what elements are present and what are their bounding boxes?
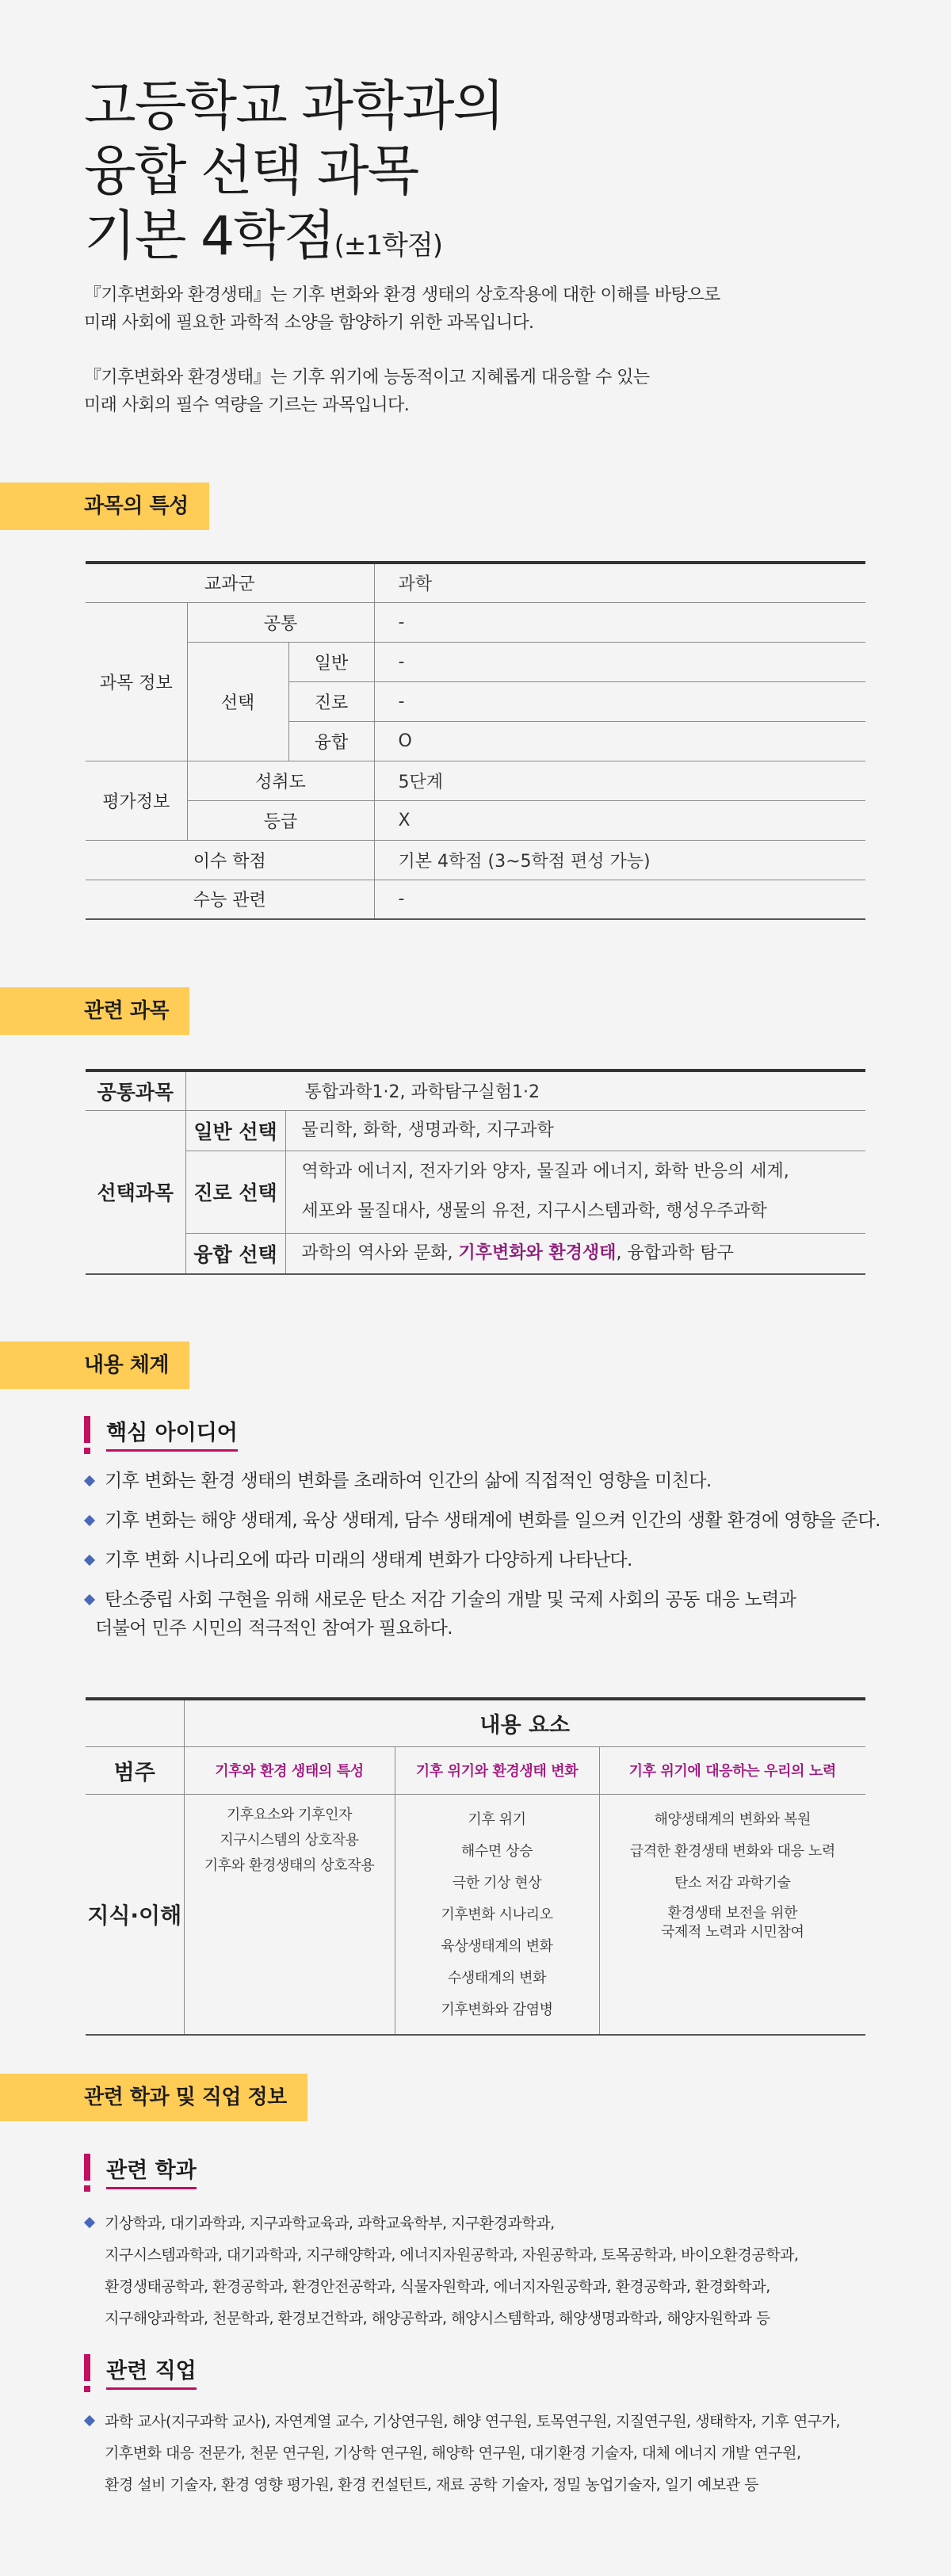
core-idea-heading: 핵심 아이디어 <box>84 1415 238 1452</box>
list-item: 탄소중립 사회 구현을 위해 새로운 탄소 저감 기술의 개발 및 국제 사회의 공동 대응 노력과 더불어 민주 시민의 적극적인 참여가 필요하다. <box>84 1586 924 1643</box>
content-cell: 해양생태계의 변화와 복원 급격한 환경생태 변화와 대응 노력 탄소 저감 과학기술 환경생태 보전을 위한 국제적 노력과 시민참여 <box>599 1794 865 2035</box>
list-item: 기후 변화는 해양 생태계, 육상 생태계, 담수 생태계에 변화를 일으켜 인간의 생활 환경에 영향을 준다. <box>84 1506 924 1535</box>
row-label: 지식·이해 <box>86 1794 184 2035</box>
intro-paragraph: 『기후변화와 환경생태』는 기후 위기에 능동적이고 지혜롭게 대응할 수 있는 미래 사회의 필수 역량을 기르는 과목입니다. <box>84 368 650 415</box>
page-title: 고등학교 과학과의 융합 선택 과목 기본 4학점(±1학점) <box>84 75 504 268</box>
intro-paragraph: 『기후변화와 환경생태』는 기후 변화와 환경 생태의 상호작용에 대한 이해를 바탕으로 미래 사회에 필요한 과학적 소양을 함양하기 위한 과목입니다. <box>84 285 720 333</box>
table-label: 등급 <box>187 800 374 840</box>
exclamation-icon <box>84 2154 90 2181</box>
table-label: 공통 <box>187 602 374 642</box>
section-tag-features: 과목의 특성 <box>0 483 209 530</box>
table-value: - <box>374 602 865 642</box>
highlight-course: 기후변화와 환경생태 <box>458 1242 617 1263</box>
section-tag-related: 관련 과목 <box>0 987 189 1035</box>
table-label: 수능 관련 <box>86 880 374 919</box>
departments-heading: 관련 학과 <box>84 2153 197 2189</box>
table-value: - <box>374 642 865 681</box>
exclamation-icon <box>84 2354 90 2381</box>
table-label: 진로 <box>288 681 374 721</box>
table-label: 융합 선택 <box>185 1233 285 1274</box>
section-tag-careers: 관련 학과 및 직업 정보 <box>0 2074 307 2121</box>
exclamation-icon <box>84 1416 90 1443</box>
credit-note: (±1학점) <box>334 230 442 261</box>
jobs-list <box>84 2406 924 2512</box>
table-header: 내용 요소 <box>184 1699 865 1746</box>
table-value: 기본 4학점 (3~5학점 편성 가능) <box>374 840 865 880</box>
table-label: 선택과목 <box>86 1110 185 1274</box>
content-elements-table <box>86 1697 865 2036</box>
table-value: 과학의 역사와 문화, 기후변화와 환경생태, 융합과학 탐구 <box>285 1233 865 1274</box>
table-label: 성취도 <box>187 761 374 800</box>
list-item: 기후 변화 시나리오에 따라 미래의 생태계 변화가 다양하게 나타난다. <box>84 1546 924 1574</box>
related-courses-table <box>86 1069 865 1275</box>
table-value: - <box>374 681 865 721</box>
table-value: 통합과학1·2, 과학탐구실험1·2 <box>185 1070 865 1110</box>
table-label: 융합 <box>288 721 374 761</box>
table-label: 교과군 <box>86 563 374 602</box>
table-label: 평가정보 <box>86 761 187 840</box>
table-label: 선택 <box>187 642 288 761</box>
table-value: X <box>374 800 865 840</box>
core-idea-list <box>84 1467 924 1654</box>
table-label: 진로 선택 <box>185 1151 285 1233</box>
jobs-heading: 관련 직업 <box>84 2353 197 2390</box>
table-label: 과목 정보 <box>86 602 187 761</box>
intro-text <box>84 281 877 419</box>
list-item: 과학 교사(지구과학 교사), 자연계열 교수, 기상연구원, 해양 연구원, 토목연구원, 지질연구원, 생태학자, 기후 연구가, 기후변화 대응 전문가, 천문 연구원, 기상학 연구원, 해양학 연구원, 대기환경 기술자, 대체 에너지 개발 연구원, 환경 설비 기술자, 환경 영향 평가원, 환경 컨설턴트, 재료 공학 기술자, 정밀 농업기술자, 일기 예보관 등 <box>84 2406 924 2501</box>
table-value: 물리학, 화학, 생명과학, 지구과학 <box>285 1110 865 1151</box>
features-table <box>86 561 865 920</box>
table-label: 공통과목 <box>86 1070 185 1110</box>
table-label: 일반 <box>288 642 374 681</box>
table-value: 5단계 <box>374 761 865 800</box>
table-label: 일반 선택 <box>185 1110 285 1151</box>
departments-list <box>84 2208 924 2345</box>
section-tag-content: 내용 체계 <box>0 1341 189 1389</box>
table-value: O <box>374 721 865 761</box>
content-cell: 기후요소와 기후인자 지구시스템의 상호작용 기후와 환경생태의 상호작용 <box>184 1794 395 2035</box>
table-header: 범주 <box>86 1746 184 1794</box>
table-label: 이수 학점 <box>86 840 374 880</box>
table-value: 역학과 에너지, 전자기와 양자, 물질과 에너지, 화학 반응의 세계, 세포와 물질대사, 생물의 유전, 지구시스템과학, 행성우주과학 <box>285 1151 865 1233</box>
hero <box>84 74 503 278</box>
list-item: 기상학과, 대기과학과, 지구과학교육과, 과학교육학부, 지구환경과학과, 지구시스템과학과, 대기과학과, 지구해양학과, 에너지자원공학과, 자원공학과, 토목공학과, 바이오환경공학과, 환경생태공학과, 환경공학과, 환경안전공학과, 식물자원학과, 에너지자원공학과, 환경공학과, 환경화학과, 지구해양과학과, 천문학과, 환경보건학과, 해양공학과, 해양시스템학과, 해양생명과학과, 해양자원학과 등 <box>84 2208 924 2334</box>
category-header: 기후 위기와 환경생태 변화 <box>395 1746 599 1794</box>
category-header: 기후 위기에 대응하는 우리의 노력 <box>599 1746 865 1794</box>
table-value: 과학 <box>374 563 865 602</box>
table-value: - <box>374 880 865 919</box>
list-item: 기후 변화는 환경 생태의 변화를 초래하여 인간의 삶에 직접적인 영향을 미친다. <box>84 1467 924 1495</box>
content-cell: 기후 위기 해수면 상승 극한 기상 현상 기후변화 시나리오 육상생태계의 변화 수생태계의 변화 기후변화와 감염병 <box>395 1794 599 2035</box>
category-header: 기후와 환경 생태의 특성 <box>184 1746 395 1794</box>
